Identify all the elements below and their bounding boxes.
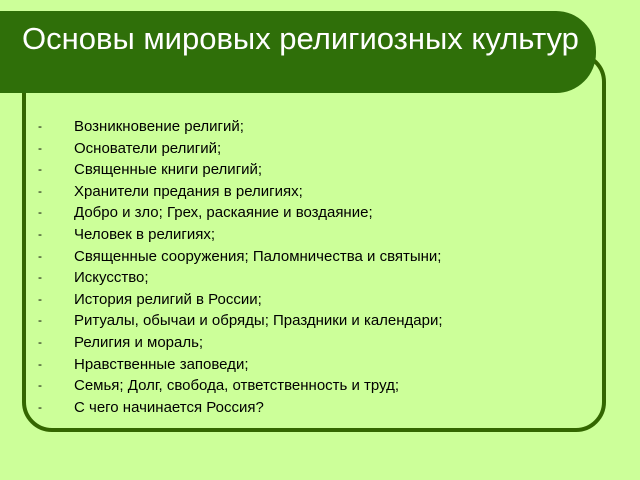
topic-label: Нравственные заповеди; <box>74 355 249 373</box>
bullet-dash-icon: - <box>38 248 42 263</box>
topic-label: Искусство; <box>74 269 149 287</box>
list-item <box>38 159 588 181</box>
topic-label: Религия и мораль; <box>74 333 204 351</box>
list-item <box>38 246 588 268</box>
topic-label: Человек в религиях; <box>74 225 216 243</box>
bullet-dash-icon: - <box>38 334 42 349</box>
bullet-dash-icon: - <box>38 378 42 393</box>
slide-title: Основы мировых религиозных культур <box>22 21 579 56</box>
list-item <box>38 224 588 246</box>
bullet-dash-icon: - <box>38 205 42 220</box>
list-item <box>38 289 588 311</box>
bullet-dash-icon: - <box>38 119 42 133</box>
list-item <box>38 354 588 376</box>
bullet-dash-icon: - <box>38 183 42 198</box>
list-item <box>38 202 588 224</box>
topic-label: Священные книги религий; <box>74 161 263 179</box>
topic-label: Ритуалы, обычаи и обряды; Праздники и календари; <box>74 312 443 330</box>
bullet-dash-icon: - <box>38 356 42 371</box>
bullet-dash-icon: - <box>38 140 42 155</box>
bullet-dash-icon: - <box>38 270 42 285</box>
bullet-dash-icon: - <box>38 313 42 328</box>
topic-label: Добро и зло; Грех, раскаяние и воздаяние; <box>74 204 373 222</box>
list-item <box>38 332 588 354</box>
topic-label: Основатели религий; <box>74 139 222 157</box>
topic-label: История религий в России; <box>74 290 262 308</box>
list-item <box>38 116 588 138</box>
bullet-dash-icon: - <box>38 162 42 177</box>
topic-list <box>38 116 588 418</box>
topic-label: Хранители предания в религиях; <box>74 182 303 200</box>
list-item <box>38 267 588 289</box>
bullet-dash-icon: - <box>38 291 42 306</box>
list-item <box>38 138 588 160</box>
list-item <box>38 181 588 203</box>
list-item <box>38 310 588 332</box>
topic-label: Возникновение религий; <box>74 118 244 135</box>
bullet-dash-icon: - <box>38 226 42 241</box>
bullet-dash-icon: - <box>38 399 42 414</box>
list-item <box>38 375 588 397</box>
topic-label: С чего начинается Россия? <box>74 398 264 416</box>
topic-label: Священные сооружения; Паломничества и святыни; <box>74 247 442 265</box>
list-item <box>38 397 588 419</box>
topic-label: Семья; Долг, свобода, ответственность и труд; <box>74 377 400 395</box>
